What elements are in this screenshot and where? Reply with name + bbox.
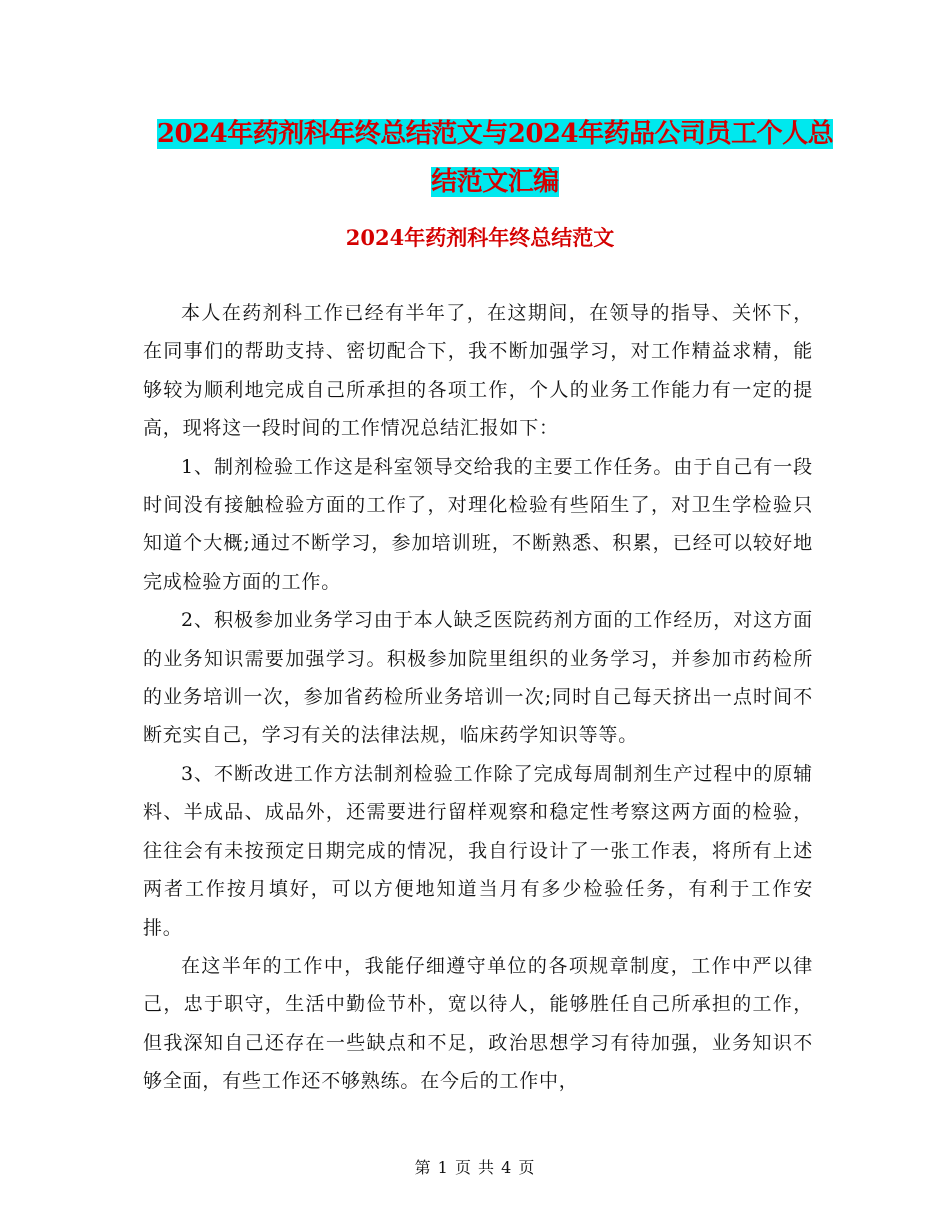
document-title — [150, 110, 840, 206]
section-title: 2024年药剂科年终总结范文 — [345, 225, 615, 250]
paragraph-item-1: 1、制剂检验工作这是科室领导交给我的主要工作任务。由于自己有一段时间没有接触检验方面的工作了，对理化检验有些陌生了，对卫生学检验只知道个大概;通过不断学习，参加培训班，不断熟悉、积累，已经可以较好地完成检验方面的工作。 — [143, 455, 813, 593]
paragraph-item-2: 2、积极参加业务学习由于本人缺乏医院药剂方面的工作经历，对这方面的业务知识需要加强学习。积极参加院里组织的业务学习，并参加市药检所的业务培训一次，参加省药检所业务培训一次;同时自己每天挤出一点时间不断充实自己，学习有关的法律法规，临床药学知识等等。 — [143, 609, 813, 747]
paragraph-conclusion: 在这半年的工作中，我能仔细遵守单位的各项规章制度，工作中严以律己，忠于职守，生活中勤俭节朴，宽以待人，能够胜任自己所承担的工作，但我深知自己还存在一些缺点和不足，政治思想学习有待加强，业务知识不够全面，有些工作还不够熟练。在今后的工作中， — [143, 954, 813, 1093]
document-title-text: 2024年药剂科年终总结范文与2024年药品公司员工个人总结范文汇编 — [156, 119, 834, 197]
page-footer: 第 1 页 共 4 页 — [414, 1158, 536, 1177]
body-text — [143, 294, 813, 1101]
paragraph-intro: 本人在药剂科工作已经有半年了，在这期间，在领导的指导、关怀下，在同事们的帮助支持、密切配合下，我不断加强学习，对工作精益求精，能够较为顺利地完成自己所承担的各项工作，个人的业务工作能力有一定的提高，现将这一段时间的工作情况总结汇报如下： — [143, 302, 813, 440]
paragraph-item-3: 3、不断改进工作方法制剂检验工作除了完成每周制剂生产过程中的原辅料、半成品、成品外，还需要进行留样观察和稳定性考察这两方面的检验，往往会有未按预定日期完成的情况，我自行设计了一张工作表，将所有上述两者工作按月填好，可以方便地知道当月有多少检验任务，有利于工作安排。 — [143, 762, 813, 939]
